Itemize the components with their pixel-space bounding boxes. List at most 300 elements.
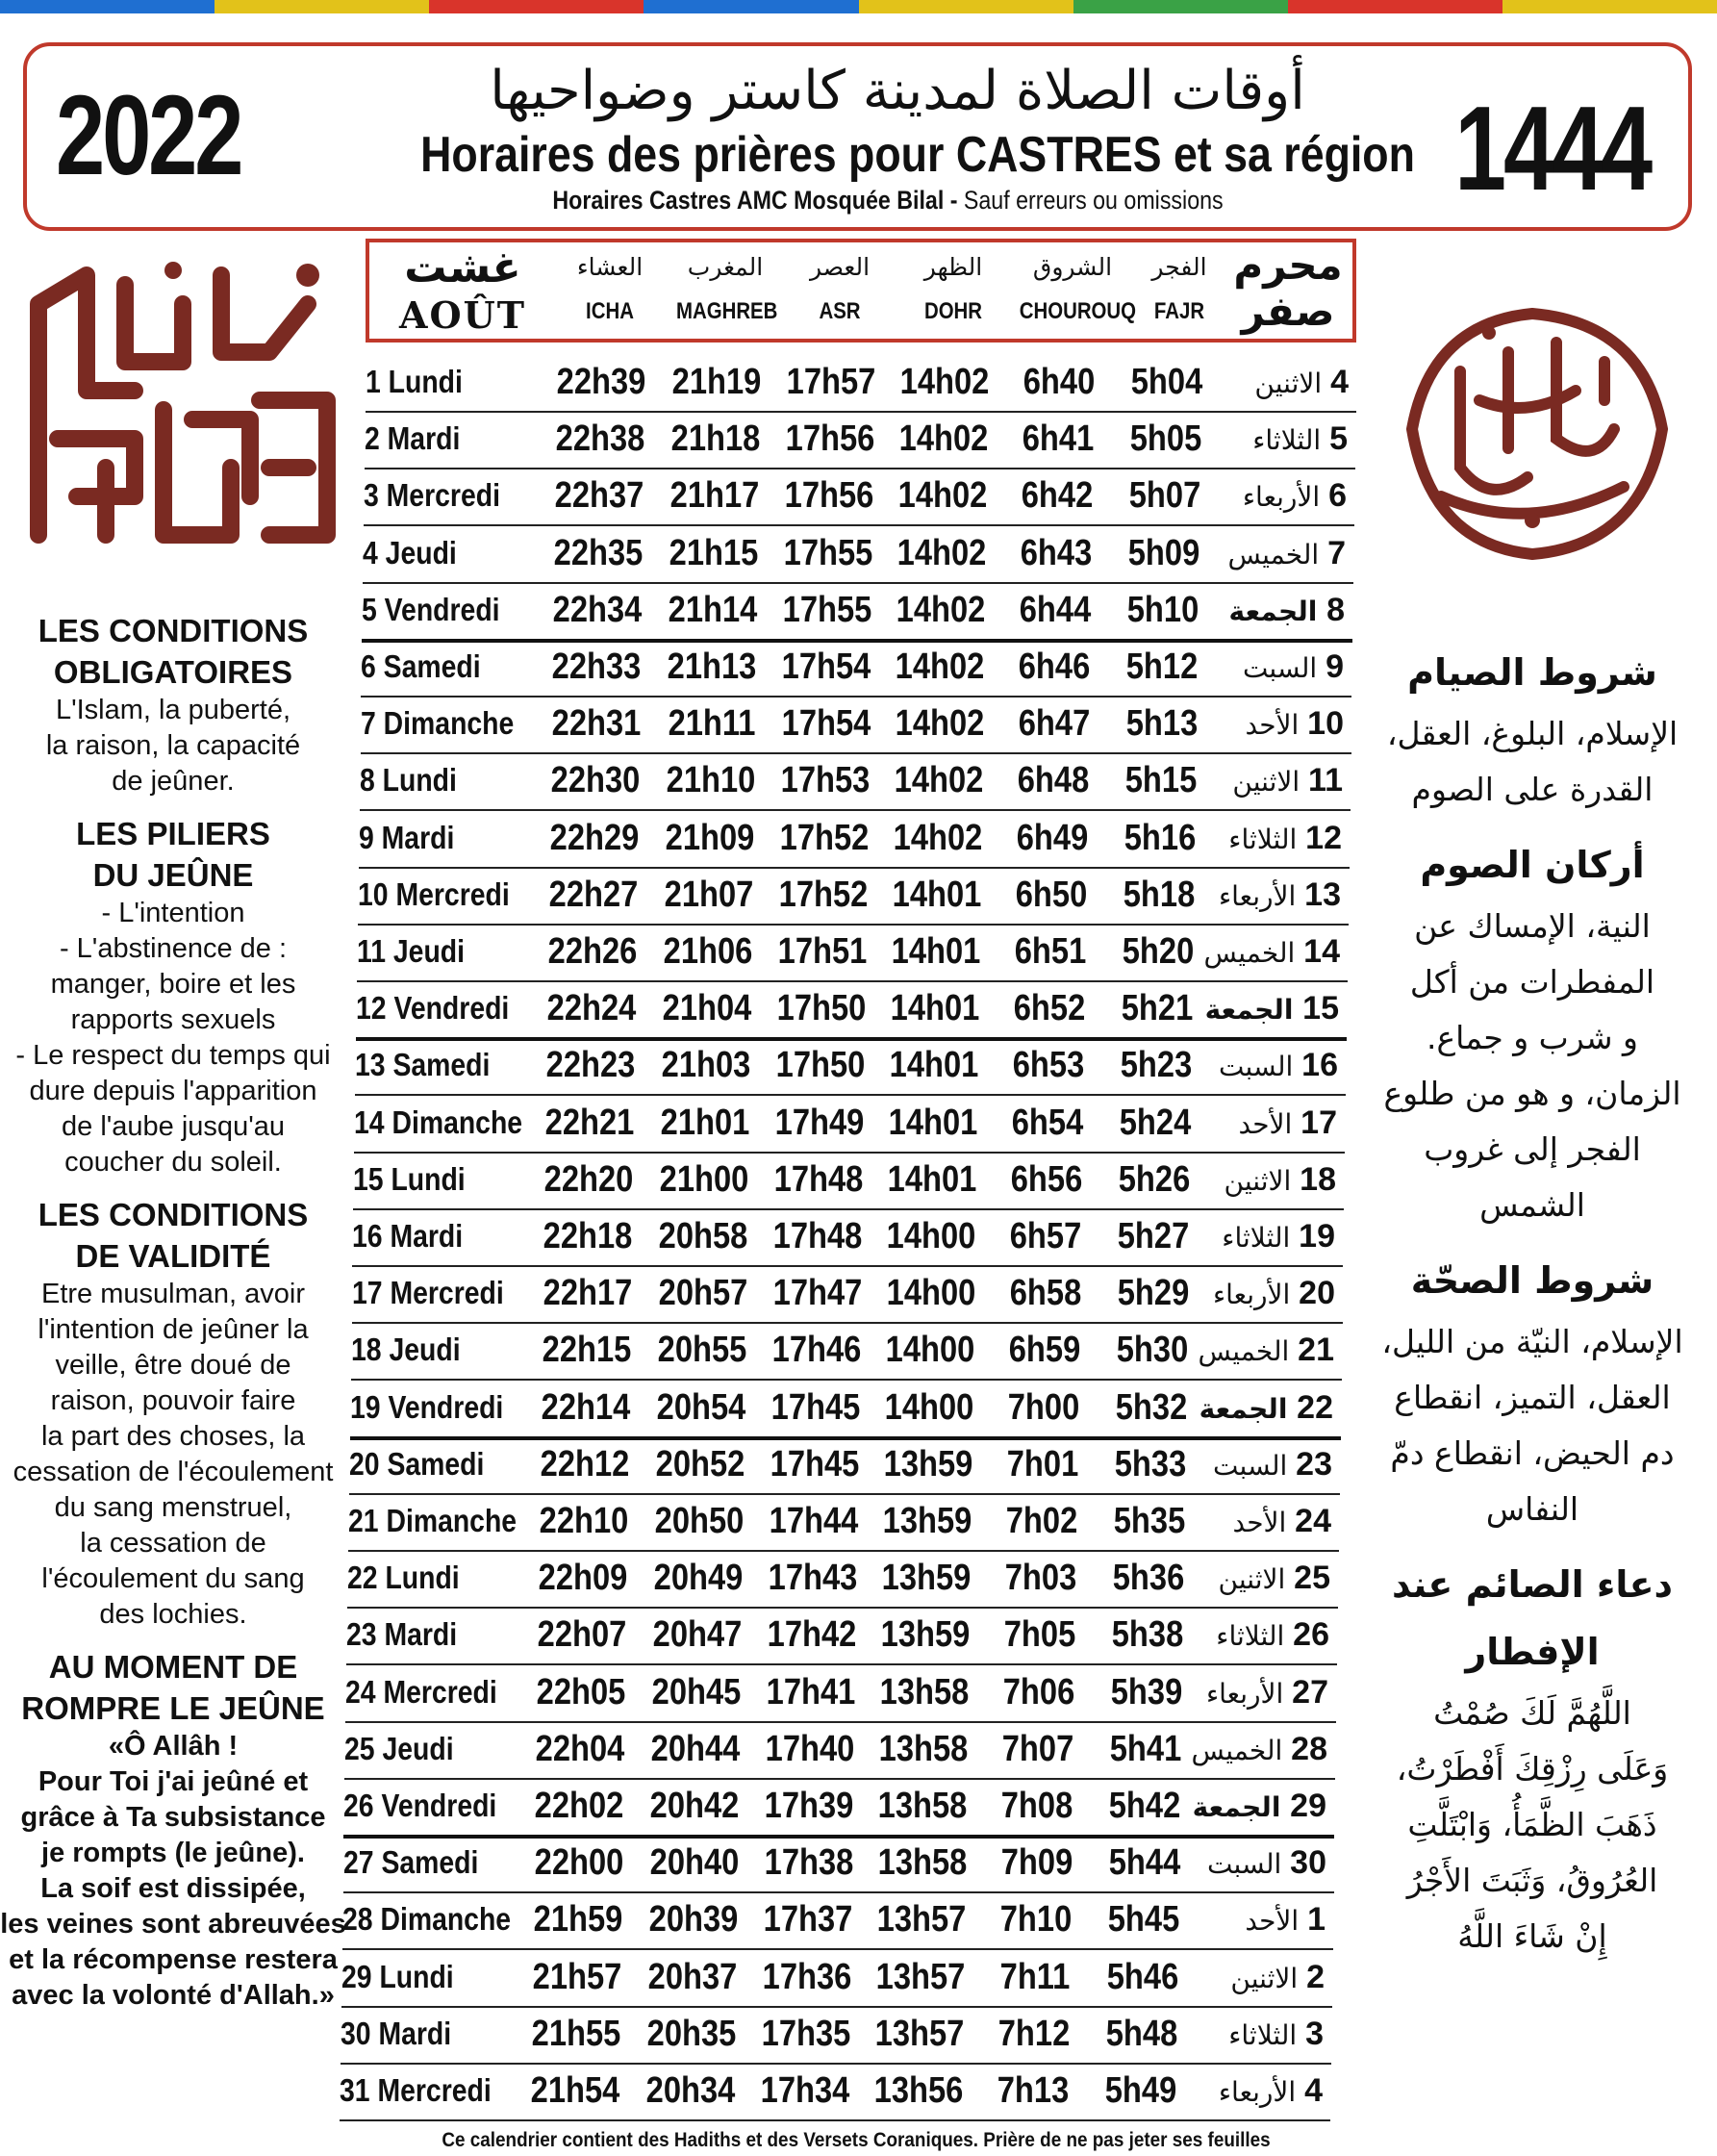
table-row xyxy=(351,1322,1342,1381)
body-line: - L'abstinence de : xyxy=(59,933,288,964)
cell-fajr: 5h29 xyxy=(1117,1273,1190,1314)
header-chourouq xyxy=(1010,242,1135,339)
header-fajr-fr: FAJR xyxy=(1153,298,1205,324)
cell-asr: 17h47 xyxy=(772,1273,863,1314)
title-line: LES CONDITIONS xyxy=(38,613,309,648)
title-line: LES PILIERS xyxy=(76,816,270,851)
hijri-month-2: صفر xyxy=(1241,288,1335,335)
cell-chourouq: 6h56 xyxy=(1010,1158,1083,1200)
cell-chourouq: 7h00 xyxy=(1007,1386,1080,1428)
hijri-day-number: 14 xyxy=(1303,933,1340,970)
hijri-day-number: 4 xyxy=(1304,2072,1323,2109)
cell-asr: 17h36 xyxy=(762,1956,852,1997)
hijri-year: 1444 xyxy=(1454,83,1650,216)
hijri-day-number: 23 xyxy=(1296,1445,1332,1483)
header-month xyxy=(373,242,552,339)
header-dohr-fr: DOHR xyxy=(923,298,983,324)
cell-dohr: 13h58 xyxy=(877,1786,968,1826)
hijri-day-number: 29 xyxy=(1290,1788,1326,1824)
hijri-day-name: السبت xyxy=(1242,652,1318,684)
body-line: اللَّهُمَّ لَكَ صُمْتُ xyxy=(1433,1694,1631,1732)
cell-maghreb: 21h11 xyxy=(668,703,756,745)
table-row xyxy=(364,468,1354,526)
hijri-day-name: الأحد xyxy=(1238,1107,1293,1140)
cell-dohr: 14h02 xyxy=(896,532,987,573)
cell-isha: 22h10 xyxy=(539,1501,629,1541)
cell-maghreb: 20h42 xyxy=(649,1786,740,1826)
cell-day: 13 Samedi xyxy=(355,1047,491,1083)
cell-dohr: 14h01 xyxy=(890,988,980,1029)
section-ar-sihha-body xyxy=(1364,1314,1701,1537)
hijri-day-name: الخميس xyxy=(1198,1335,1290,1368)
body-line: العقل، التميز، انقطاع xyxy=(1394,1379,1671,1416)
hijri-day-name: الثلاثاء xyxy=(1222,1222,1291,1254)
cell-day: 26 Vendredi xyxy=(343,1788,497,1823)
cell-asr: 17h52 xyxy=(778,874,869,915)
cell-asr: 17h55 xyxy=(783,532,873,573)
body-line: La soif est dissipée, xyxy=(40,1873,306,1904)
section-piliers-body xyxy=(0,896,346,1180)
cell-dohr: 14h02 xyxy=(893,817,983,858)
cell-day: 12 Vendredi xyxy=(356,990,510,1027)
cell-day: 29 Lundi xyxy=(341,1958,454,1994)
month-arabic: غشت xyxy=(404,243,521,292)
title-line: DU JEÛNE xyxy=(92,857,254,893)
cell-maghreb: 21h03 xyxy=(661,1045,751,1086)
hijri-day-name: الخميس xyxy=(1227,538,1320,571)
cell-asr: 17h34 xyxy=(760,2070,850,2111)
cell-maghreb: 21h00 xyxy=(659,1158,749,1200)
cell-hijri-date xyxy=(1216,582,1345,638)
header-asr-ar: العصر xyxy=(809,253,871,281)
table-row xyxy=(348,1493,1339,1552)
table-row xyxy=(365,411,1355,469)
cell-maghreb: 21h14 xyxy=(668,589,758,630)
cell-asr: 17h57 xyxy=(786,362,876,402)
cell-fajr: 5h30 xyxy=(1116,1330,1189,1371)
section-conditions-title xyxy=(0,610,346,693)
cell-dohr: 14h00 xyxy=(884,1386,974,1428)
top-color-strip xyxy=(0,0,1717,13)
cell-fajr: 5h18 xyxy=(1123,874,1196,915)
cell-fajr: 5h42 xyxy=(1108,1786,1181,1826)
hijri-day-name: الاثنين xyxy=(1230,1962,1299,1994)
cell-fajr: 5h23 xyxy=(1120,1045,1193,1086)
cell-day: 24 Mercredi xyxy=(345,1673,497,1710)
cell-isha: 22h07 xyxy=(537,1614,627,1656)
header-asr-fr: ASR xyxy=(819,298,861,324)
section-ar-siyam-title: شروط الصيام xyxy=(1407,651,1657,694)
body-line: la part des choses, la xyxy=(40,1421,306,1452)
body-line: النفاس xyxy=(1485,1490,1579,1528)
hijri-day-number: 16 xyxy=(1301,1047,1338,1084)
body-line: coucher du soleil. xyxy=(64,1147,282,1178)
hijri-day-number: 27 xyxy=(1292,1673,1328,1711)
cell-chourouq: 6h46 xyxy=(1018,647,1091,687)
cell-day: 16 Mardi xyxy=(352,1218,464,1254)
cell-chourouq: 6h47 xyxy=(1018,703,1091,745)
hijri-day-number: 25 xyxy=(1294,1560,1330,1597)
hijri-day-name: الأربعاء xyxy=(1218,879,1297,912)
cell-fajr: 5h05 xyxy=(1129,419,1202,460)
hijri-day-number: 10 xyxy=(1307,705,1344,743)
cell-isha: 22h04 xyxy=(535,1728,625,1769)
cell-chourouq: 6h41 xyxy=(1022,419,1095,460)
cell-hijri-date xyxy=(1199,1380,1333,1435)
cell-dohr: 13h59 xyxy=(880,1614,971,1656)
cell-asr: 17h52 xyxy=(779,817,870,858)
cell-dohr: 14h00 xyxy=(886,1216,976,1256)
cell-isha: 22h29 xyxy=(549,817,640,858)
table-header xyxy=(366,239,1356,342)
cell-isha: 21h59 xyxy=(533,1899,623,1940)
cell-chourouq: 7h08 xyxy=(1000,1786,1073,1826)
cell-day: 7 Dimanche xyxy=(361,705,515,742)
cell-asr: 17h39 xyxy=(764,1786,854,1826)
body-line: إِنْ شَاءَ اللَّهُ xyxy=(1457,1917,1607,1955)
hijri-day-number: 24 xyxy=(1295,1503,1331,1539)
cell-asr: 17h50 xyxy=(776,988,867,1029)
cell-hijri-date xyxy=(1204,980,1339,1036)
body-line: je rompts (le jeûne). xyxy=(41,1838,305,1868)
cell-hijri-date xyxy=(1196,1949,1325,2005)
cell-hijri-date xyxy=(1198,1322,1334,1378)
cell-day: 14 Dimanche xyxy=(354,1103,523,1140)
cell-fajr: 5h32 xyxy=(1115,1386,1188,1428)
cell-isha: 21h55 xyxy=(531,2013,621,2054)
cell-asr: 17h43 xyxy=(768,1558,858,1599)
cell-chourouq: 7h09 xyxy=(1000,1842,1073,1884)
table-row xyxy=(362,582,1352,643)
body-line: وَعَلَى رِزْقِكَ أَفْطَرْتُ، xyxy=(1396,1750,1669,1788)
body-line: veille, être doué de xyxy=(55,1350,291,1381)
title-arabic: أوقات الصلاة لمدينة كاستر وضواحيها xyxy=(490,60,1305,122)
body-line: l'intention de jeûner la xyxy=(38,1314,309,1345)
month-french: AOÛT xyxy=(398,293,526,337)
cell-chourouq: 7h11 xyxy=(999,1956,1071,1997)
cell-chourouq: 6h44 xyxy=(1019,589,1092,630)
cell-dohr: 14h02 xyxy=(898,419,989,460)
body-line: الزمان، و هو من طلوع xyxy=(1383,1075,1681,1112)
left-info-column xyxy=(0,596,346,2014)
hijri-day-number: 15 xyxy=(1302,990,1339,1027)
subtitle xyxy=(420,183,1355,217)
cell-fajr: 5h35 xyxy=(1113,1501,1186,1541)
cell-fajr: 5h12 xyxy=(1125,647,1199,687)
body-line: الإسلام، البلوغ، العقل، xyxy=(1386,715,1679,752)
cell-dohr: 13h58 xyxy=(877,1842,968,1884)
cell-chourouq: 6h54 xyxy=(1011,1102,1084,1143)
title-line: OBLIGATOIRES xyxy=(53,654,293,690)
cell-maghreb: 20h45 xyxy=(651,1671,742,1712)
cell-isha: 22h20 xyxy=(543,1158,634,1200)
body-line: la raison, la capacité xyxy=(45,730,301,761)
cell-asr: 17h42 xyxy=(767,1614,857,1656)
header-dohr xyxy=(896,242,1010,339)
cell-dohr: 13h56 xyxy=(873,2070,964,2111)
cell-day: 8 Lundi xyxy=(360,762,457,799)
cell-isha: 22h17 xyxy=(543,1273,633,1314)
cell-asr: 17h54 xyxy=(781,647,871,687)
cell-chourouq: 7h06 xyxy=(1002,1671,1075,1712)
cell-day: 25 Jeudi xyxy=(344,1730,454,1766)
cell-hijri-date xyxy=(1209,1037,1338,1093)
cell-maghreb: 21h01 xyxy=(660,1102,750,1143)
cell-chourouq: 6h58 xyxy=(1009,1273,1082,1314)
cell-asr: 17h35 xyxy=(761,2013,851,2054)
body-line: - L'intention xyxy=(101,898,245,928)
cell-isha: 22h31 xyxy=(551,703,642,745)
cell-maghreb: 21h09 xyxy=(665,817,755,858)
section-piliers-title xyxy=(0,813,346,896)
hijri-day-name: الاثنين xyxy=(1218,1563,1286,1596)
body-line: la cessation de xyxy=(80,1528,266,1559)
cell-isha: 22h26 xyxy=(547,931,638,972)
table-row xyxy=(366,354,1356,413)
hijri-day-number: 4 xyxy=(1330,364,1349,400)
hijri-day-name: الاثنين xyxy=(1224,1164,1292,1197)
cell-day: 6 Samedi xyxy=(361,648,481,684)
cell-maghreb: 20h40 xyxy=(649,1842,740,1884)
cell-day: 11 Jeudi xyxy=(357,933,466,969)
section-ar-dua-title xyxy=(1364,1551,1701,1686)
cell-fajr: 5h20 xyxy=(1122,931,1195,972)
hijri-day-number: 9 xyxy=(1326,648,1344,685)
cell-maghreb: 20h50 xyxy=(654,1501,745,1541)
hijri-day-number: 30 xyxy=(1290,1844,1326,1882)
cell-asr: 17h53 xyxy=(780,760,871,801)
title-line: دعاء الصائم عند xyxy=(1391,1563,1674,1606)
cell-dohr: 13h59 xyxy=(883,1443,973,1484)
cell-hijri-date xyxy=(1198,1835,1326,1890)
cell-chourouq: 7h07 xyxy=(1001,1728,1074,1769)
cell-isha: 22h38 xyxy=(555,419,645,460)
cell-asr: 17h56 xyxy=(784,475,874,517)
cell-hijri-date xyxy=(1202,1493,1331,1549)
hijri-month-1: محرم xyxy=(1233,241,1343,289)
table-row xyxy=(355,1037,1346,1096)
title-french: Horaires des prières pour CASTRES et sa région xyxy=(420,127,1415,183)
cell-fajr: 5h39 xyxy=(1110,1671,1183,1712)
section-validite-title xyxy=(0,1194,346,1277)
cell-maghreb: 21h07 xyxy=(664,874,754,915)
header-hijri-months xyxy=(1224,242,1352,339)
cell-day: 18 Jeudi xyxy=(351,1332,461,1368)
cell-hijri-date xyxy=(1203,1436,1332,1492)
cell-asr: 17h49 xyxy=(774,1102,865,1143)
hijri-day-name: الثلاثاء xyxy=(1252,424,1322,457)
cell-fajr: 5h49 xyxy=(1104,2070,1177,2111)
hijri-day-number: 3 xyxy=(1305,2015,1324,2052)
table-row xyxy=(350,1380,1341,1440)
cell-fajr: 5h45 xyxy=(1107,1899,1180,1940)
cell-dohr: 14h01 xyxy=(887,1158,977,1200)
cell-dohr: 14h01 xyxy=(891,931,981,972)
cell-isha: 22h12 xyxy=(540,1443,630,1484)
right-info-column xyxy=(1364,625,1701,1965)
cell-fajr: 5h38 xyxy=(1111,1614,1184,1656)
body-line: des lochies. xyxy=(99,1599,247,1630)
table-row xyxy=(341,1949,1332,2008)
cell-asr: 17h48 xyxy=(772,1216,863,1256)
cell-fajr: 5h09 xyxy=(1127,532,1200,573)
cell-hijri-date xyxy=(1219,411,1348,467)
cell-maghreb: 20h35 xyxy=(646,2013,737,2054)
subtitle-disclaimer: Sauf erreurs ou omissions xyxy=(957,186,1224,215)
hijri-day-name: الأربعاء xyxy=(1218,2076,1297,2108)
cell-hijri-date xyxy=(1220,354,1349,410)
hijri-day-name: الأربعاء xyxy=(1212,1279,1291,1311)
cell-isha: 22h34 xyxy=(552,589,643,630)
hijri-day-name: السبت xyxy=(1219,1051,1294,1083)
cell-isha: 22h21 xyxy=(544,1102,635,1143)
cell-maghreb: 20h55 xyxy=(657,1330,747,1371)
body-line: l'écoulement du sang xyxy=(41,1563,305,1594)
body-line: النية، الإمساك عن xyxy=(1414,907,1651,945)
cell-isha: 21h54 xyxy=(530,2070,620,2111)
table-row xyxy=(357,924,1348,982)
hijri-day-number: 8 xyxy=(1326,591,1345,628)
cell-isha: 22h18 xyxy=(543,1216,633,1256)
cell-day: 27 Samedi xyxy=(343,1844,479,1881)
header-box xyxy=(23,42,1692,231)
cell-hijri-date xyxy=(1215,696,1344,751)
cell-chourouq: 6h57 xyxy=(1009,1216,1082,1256)
hijri-day-name: الجمعة xyxy=(1199,1392,1288,1425)
cell-isha: 22h35 xyxy=(553,532,644,573)
cell-hijri-date xyxy=(1197,1891,1326,1947)
hijri-day-name: الجمعة xyxy=(1228,595,1318,627)
cell-day: 17 Mercredi xyxy=(352,1275,504,1311)
body-line: المفطرات من أكل xyxy=(1409,963,1655,1001)
hijri-day-name: السبت xyxy=(1213,1449,1288,1482)
cell-chourouq: 7h05 xyxy=(1003,1614,1076,1656)
header-maghreb-ar: المغرب xyxy=(687,253,764,281)
cell-asr: 17h37 xyxy=(763,1899,853,1940)
body-line: و شرب و جماع. xyxy=(1427,1019,1638,1056)
cell-chourouq: 7h12 xyxy=(997,2013,1071,2054)
cell-maghreb: 20h44 xyxy=(650,1728,741,1769)
cell-hijri-date xyxy=(1191,1721,1327,1777)
cell-maghreb: 21h10 xyxy=(666,760,756,801)
header-chourouq-ar: الشروق xyxy=(1032,253,1113,281)
cell-isha: 22h33 xyxy=(551,647,642,687)
hijri-day-number: 6 xyxy=(1328,477,1347,515)
cell-dohr: 14h01 xyxy=(889,1045,979,1086)
cell-isha: 22h09 xyxy=(538,1558,628,1599)
cell-maghreb: 20h47 xyxy=(652,1614,743,1656)
cell-hijri-date xyxy=(1199,1664,1328,1720)
hijri-day-name: الجمعة xyxy=(1204,994,1294,1027)
hijri-day-number: 7 xyxy=(1327,534,1346,571)
cell-fajr: 5h41 xyxy=(1109,1728,1182,1769)
hijri-day-number: 13 xyxy=(1304,875,1341,913)
cell-chourouq: 7h13 xyxy=(997,2070,1070,2111)
cell-fajr: 5h36 xyxy=(1112,1558,1185,1599)
table-row xyxy=(349,1436,1340,1495)
subtitle-source: Horaires Castres AMC Mosquée Bilal - xyxy=(552,186,958,215)
cell-dohr: 14h00 xyxy=(886,1273,976,1314)
table-row xyxy=(340,2063,1330,2121)
cell-chourouq: 6h52 xyxy=(1013,988,1086,1029)
table-row xyxy=(354,1095,1345,1154)
cell-hijri-date xyxy=(1217,525,1346,581)
cell-hijri-date xyxy=(1203,924,1340,979)
table-row xyxy=(361,696,1351,754)
hijri-day-name: الأحد xyxy=(1232,1507,1287,1538)
table-row xyxy=(360,752,1351,811)
cell-hijri-date xyxy=(1214,752,1343,808)
cell-day: 30 Mardi xyxy=(341,2015,452,2051)
cell-day: 1 Lundi xyxy=(366,364,463,399)
title-line: AU MOMENT DE xyxy=(48,1649,298,1685)
table-row xyxy=(343,1835,1334,1893)
header-dohr-ar: الظهر xyxy=(923,253,983,281)
section-ar-dua-body xyxy=(1364,1686,1701,1965)
cell-hijri-date xyxy=(1206,1208,1335,1264)
body-line: de l'aube jusqu'au xyxy=(62,1111,285,1142)
cell-dohr: 13h59 xyxy=(882,1501,972,1541)
section-conditions-body xyxy=(0,693,346,799)
hijri-day-name: الأربعاء xyxy=(1205,1677,1284,1710)
cell-fajr: 5h10 xyxy=(1126,589,1199,630)
hijri-day-name: الاثنين xyxy=(1232,766,1300,799)
table-row xyxy=(352,1265,1343,1324)
cell-chourouq: 6h50 xyxy=(1015,874,1088,915)
hijri-day-number: 22 xyxy=(1297,1388,1333,1426)
body-line: de jeûner. xyxy=(112,766,235,797)
cell-isha: 22h23 xyxy=(545,1045,636,1086)
cell-dohr: 14h02 xyxy=(897,475,988,517)
body-line: L'Islam, la puberté, xyxy=(55,695,291,725)
body-line: grâce à Ta subsistance xyxy=(20,1802,326,1833)
body-line: Pour Toi j'ai jeûné et xyxy=(38,1766,309,1797)
cell-hijri-date xyxy=(1213,810,1342,866)
table-row xyxy=(341,2006,1331,2065)
cell-maghreb: 21h19 xyxy=(671,362,762,402)
hijri-day-number: 18 xyxy=(1300,1160,1336,1198)
hijri-day-name: الاثنين xyxy=(1254,368,1323,399)
body-line: du sang menstruel, xyxy=(54,1492,292,1523)
cell-fajr: 5h27 xyxy=(1117,1216,1190,1256)
cell-chourouq: 6h49 xyxy=(1016,817,1089,858)
section-validite-body xyxy=(0,1277,346,1633)
body-line: les veines sont abreuvées xyxy=(0,1909,346,1940)
table-row xyxy=(352,1208,1343,1267)
cell-hijri-date xyxy=(1192,1778,1326,1834)
hijri-day-number: 5 xyxy=(1329,420,1348,458)
hijri-day-name: الخميس xyxy=(1203,937,1296,969)
cell-maghreb: 20h49 xyxy=(653,1558,744,1599)
cell-fajr: 5h16 xyxy=(1124,817,1197,858)
hijri-day-number: 17 xyxy=(1300,1103,1337,1141)
gregorian-year: 2022 xyxy=(56,72,241,199)
cell-hijri-date xyxy=(1215,639,1344,695)
table-row xyxy=(342,1891,1333,1950)
cell-maghreb: 20h37 xyxy=(647,1956,738,1997)
cell-fajr: 5h15 xyxy=(1124,760,1198,801)
cell-dohr: 14h01 xyxy=(892,874,982,915)
hijri-day-name: السبت xyxy=(1207,1848,1282,1881)
header-asr xyxy=(783,242,896,339)
cell-maghreb: 21h04 xyxy=(662,988,752,1029)
cell-dohr: 14h02 xyxy=(899,362,990,402)
cell-asr: 17h45 xyxy=(770,1443,860,1484)
table-row xyxy=(353,1152,1344,1210)
cell-hijri-date xyxy=(1206,1265,1335,1321)
section-ar-arkan-body xyxy=(1364,899,1701,1233)
footer-note: Ce calendrier contient des Hadiths et des Versets Coraniques. Prière de ne pas jeter ses feuilles xyxy=(442,2129,1271,2151)
